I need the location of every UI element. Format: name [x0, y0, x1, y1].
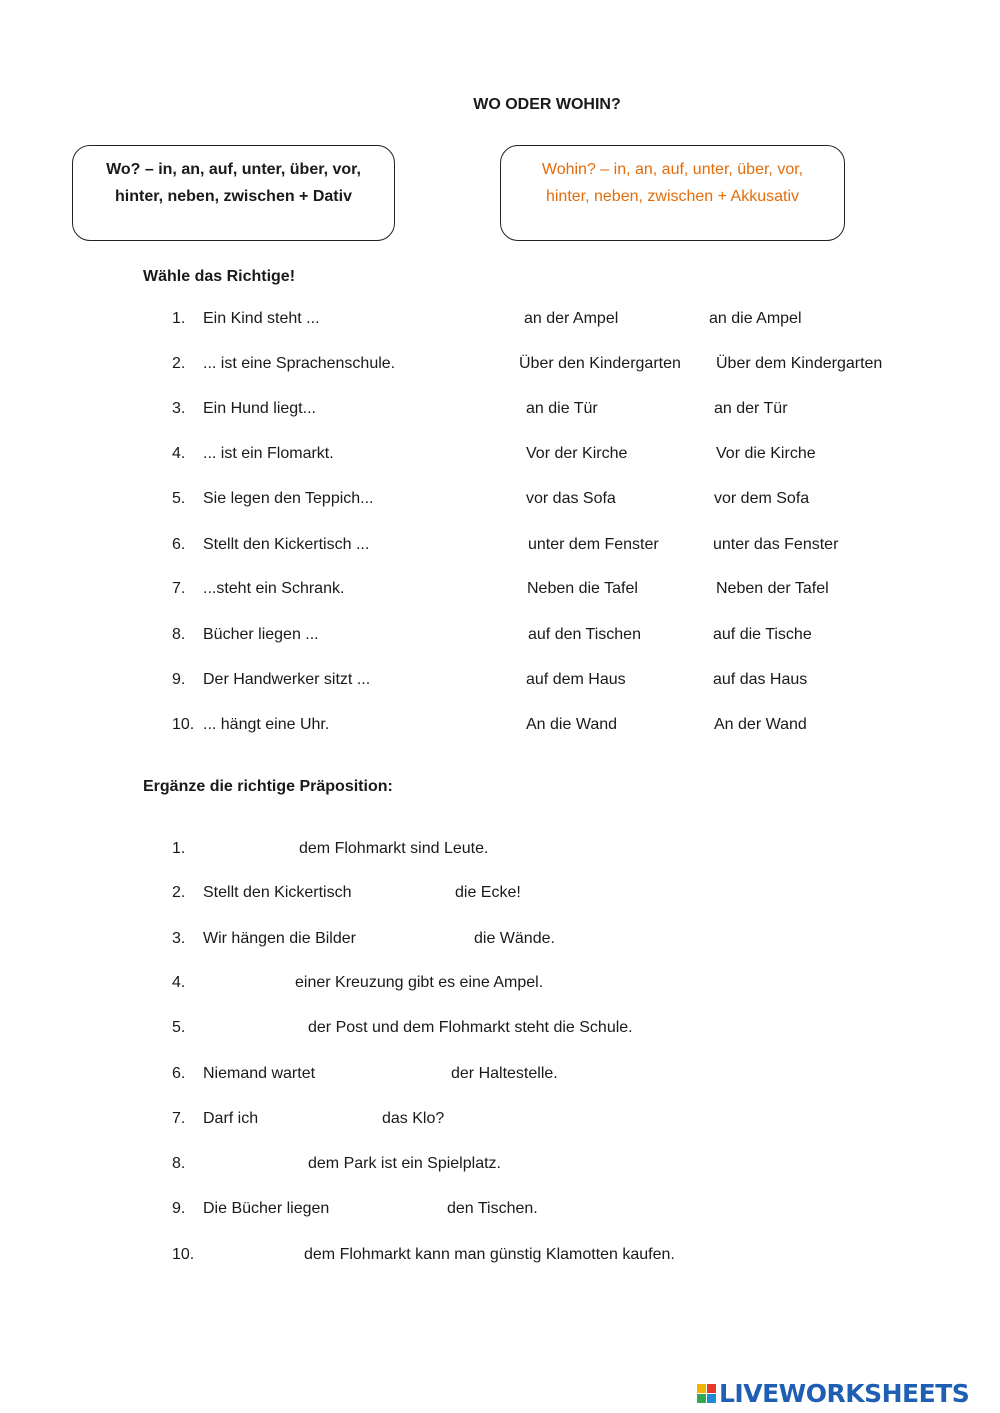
fill-row	[0, 974, 1000, 998]
blank-input[interactable]	[270, 1110, 376, 1132]
item-number: 9.	[172, 671, 186, 688]
option-a[interactable]: auf dem Haus	[526, 671, 626, 688]
sentence-after: den Tischen.	[447, 1200, 538, 1217]
item-number: 2.	[172, 884, 186, 901]
blank-input[interactable]	[203, 1155, 301, 1177]
option-a[interactable]: Über den Kindergarten	[519, 355, 681, 372]
dativ-rule-box	[72, 145, 395, 241]
logo-text: LIVEWORKSHEETS	[719, 1378, 970, 1408]
sentence-after: der Haltestelle.	[451, 1065, 558, 1082]
item-number: 1.	[172, 310, 186, 327]
item-number: 10.	[172, 1246, 195, 1263]
fill-row	[0, 1065, 1000, 1089]
section-1-heading: Wähle das Richtige!	[143, 268, 296, 285]
choice-row	[0, 310, 1000, 334]
fill-row	[0, 1110, 1000, 1134]
sentence-after: die Wände.	[474, 930, 555, 947]
sentence-text: Ein Kind steht ...	[203, 310, 320, 327]
option-b[interactable]: auf die Tische	[713, 626, 812, 643]
sentence-text: ... ist eine Sprachenschule.	[203, 355, 396, 372]
choice-row	[0, 490, 1000, 514]
item-number: 9.	[172, 1200, 186, 1217]
item-number: 5.	[172, 1019, 186, 1036]
akkusativ-rule-box	[500, 145, 845, 241]
option-b[interactable]: an die Ampel	[709, 310, 802, 327]
item-number: 1.	[172, 840, 186, 857]
fill-row	[0, 930, 1000, 954]
choice-row	[0, 716, 1000, 740]
page-title: WO ODER WOHIN?	[473, 96, 621, 113]
choice-row	[0, 536, 1000, 560]
sentence-after: die Ecke!	[455, 884, 521, 901]
blank-input[interactable]	[203, 974, 289, 996]
option-b[interactable]: auf das Haus	[713, 671, 808, 688]
sentence-text: Der Handwerker sitzt ...	[203, 671, 371, 688]
sentence-after: der Post und dem Flohmarkt steht die Schule.	[308, 1019, 633, 1036]
item-number: 3.	[172, 930, 186, 947]
item-number: 5.	[172, 490, 186, 507]
dativ-rule-line-2: hinter, neben, zwischen + Dativ	[115, 188, 352, 205]
item-number: 10.	[172, 716, 195, 733]
sentence-before: Die Bücher liegen	[203, 1200, 330, 1217]
blank-input[interactable]	[203, 1019, 301, 1041]
option-a[interactable]: auf den Tischen	[528, 626, 641, 643]
choice-row	[0, 671, 1000, 695]
choice-row	[0, 626, 1000, 650]
fill-row	[0, 1019, 1000, 1043]
item-number: 2.	[172, 355, 186, 372]
fill-row	[0, 1155, 1000, 1179]
liveworksheets-logo	[697, 1378, 969, 1408]
sentence-before: Wir hängen die Bilder	[203, 930, 356, 947]
option-b[interactable]: an der Tür	[714, 400, 788, 417]
option-b[interactable]: Neben der Tafel	[716, 580, 829, 597]
sentence-before: Niemand wartet	[203, 1065, 316, 1082]
option-a[interactable]: An die Wand	[526, 716, 618, 733]
item-number: 3.	[172, 400, 186, 417]
item-number: 7.	[172, 580, 186, 597]
blank-input[interactable]	[203, 840, 293, 862]
sentence-text: Bücher liegen ...	[203, 626, 319, 643]
dativ-rule-line-1: Wo? – in, an, auf, unter, über, vor,	[106, 161, 361, 178]
blank-input[interactable]	[342, 1200, 440, 1222]
item-number: 4.	[172, 445, 186, 462]
option-a[interactable]: an die Tür	[526, 400, 598, 417]
akkusativ-rule-line-2: hinter, neben, zwischen + Akkusativ	[545, 188, 800, 205]
sentence-text: Stellt den Kickertisch ...	[203, 536, 370, 553]
akkusativ-rule-line-1: Wohin? – in, an, auf, unter, über, vor,	[541, 161, 804, 178]
sentence-text: Ein Hund liegt...	[203, 400, 316, 417]
sentence-after: dem Flohmarkt kann man günstig Klamotten kaufen.	[304, 1246, 675, 1263]
blank-input[interactable]	[336, 1065, 444, 1087]
option-b[interactable]: vor dem Sofa	[714, 490, 810, 507]
option-a[interactable]: an der Ampel	[524, 310, 619, 327]
choice-row	[0, 445, 1000, 469]
option-a[interactable]: unter dem Fenster	[528, 536, 659, 553]
fill-row	[0, 840, 1000, 864]
sentence-text: ... hängt eine Uhr.	[203, 716, 330, 733]
item-number: 6.	[172, 1065, 186, 1082]
sentence-before: Darf ich	[203, 1110, 259, 1127]
section-2-heading: Ergänze die richtige Präposition:	[143, 778, 393, 795]
sentence-after: dem Park ist ein Spielplatz.	[308, 1155, 501, 1172]
option-b[interactable]: Über dem Kindergarten	[716, 355, 883, 372]
logo-blocks-icon	[697, 1384, 716, 1403]
item-number: 4.	[172, 974, 186, 991]
sentence-after: einer Kreuzung gibt es eine Ampel.	[295, 974, 544, 991]
sentence-text: Sie legen den Teppich...	[203, 490, 374, 507]
fill-row	[0, 1200, 1000, 1224]
blank-input[interactable]	[205, 1246, 297, 1268]
blank-input[interactable]	[365, 884, 449, 906]
item-number: 7.	[172, 1110, 186, 1127]
fill-row	[0, 1246, 1000, 1270]
sentence-before: Stellt den Kickertisch	[203, 884, 352, 901]
blank-input[interactable]	[372, 930, 468, 952]
fill-row	[0, 884, 1000, 908]
choice-row	[0, 355, 1000, 379]
sentence-after: dem Flohmarkt sind Leute.	[299, 840, 489, 857]
option-a[interactable]: Vor der Kirche	[526, 445, 628, 462]
choice-row	[0, 400, 1000, 424]
option-b[interactable]: An der Wand	[714, 716, 807, 733]
option-a[interactable]: vor das Sofa	[526, 490, 616, 507]
item-number: 6.	[172, 536, 186, 553]
sentence-after: das Klo?	[382, 1110, 445, 1127]
sentence-text: ... ist ein Flomarkt.	[203, 445, 334, 462]
option-b[interactable]: Vor die Kirche	[716, 445, 816, 462]
option-b[interactable]: unter das Fenster	[713, 536, 839, 553]
item-number: 8.	[172, 626, 186, 643]
item-number: 8.	[172, 1155, 186, 1172]
sentence-text: ...steht ein Schrank.	[203, 580, 345, 597]
option-a[interactable]: Neben die Tafel	[527, 580, 638, 597]
choice-row	[0, 580, 1000, 604]
